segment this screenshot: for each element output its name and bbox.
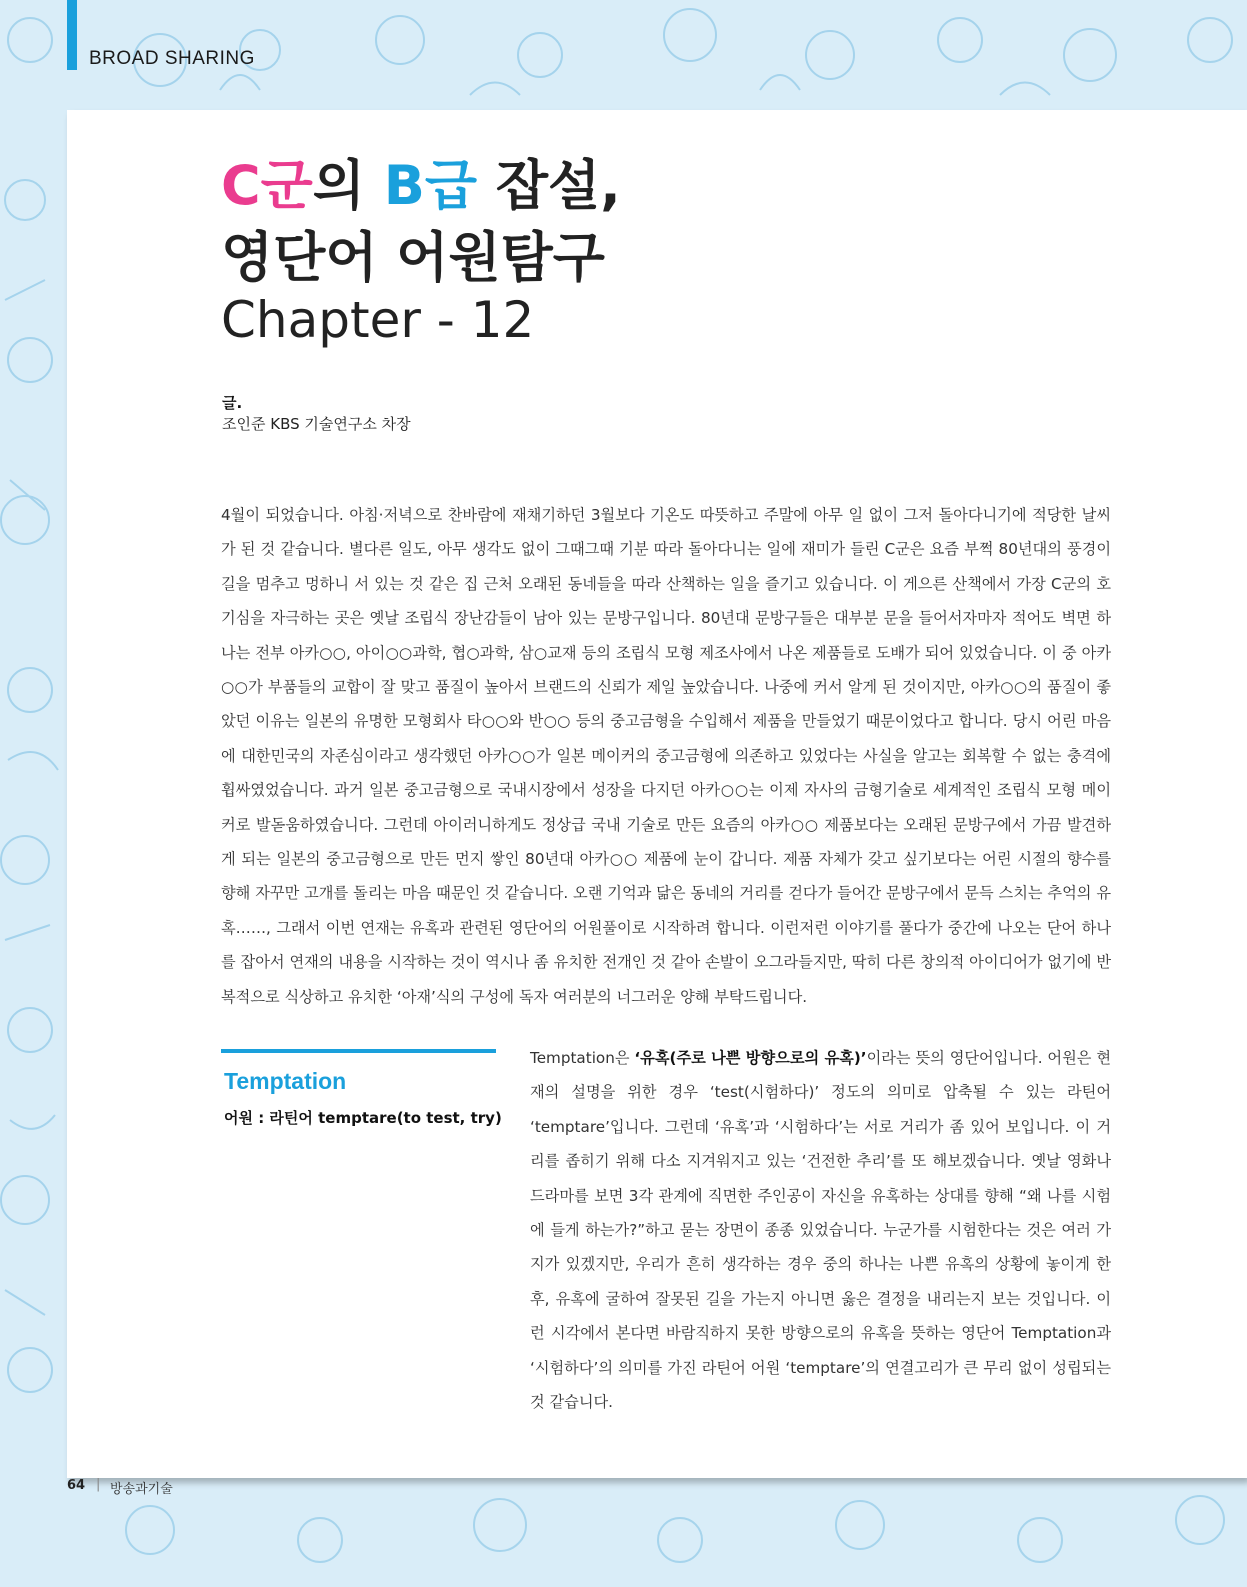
- title-text-mid: 의: [312, 154, 384, 217]
- vocab-word: Temptation: [224, 1068, 347, 1094]
- byline-label: 글.: [222, 394, 243, 412]
- paragraph-lead: Temptation은: [530, 1049, 635, 1067]
- chapter-heading: Chapter - 12: [221, 291, 535, 349]
- paragraph-emphasis: ‘유혹(주로 나쁜 방향으로의 유혹)’: [634, 1049, 867, 1067]
- paragraph-rest: 이라는 뜻의 영단어입니다. 어원은 현재의 설명을 위한 경우 ‘test(시험하다)’ 정도의 의미로 압축될 수 있는 라틴어 ‘temptare’입니다. 그런데 ‘유혹’과 ‘시험하다’는 서로 거리가 좀 있어 보입니다. 이 거리를 좁히기 위해 다소 지겨워지고 있는 ‘건전한 추리’를 또 해보겠습니다. 옛날 영화나 드라마를 보면 3각 관계에 직면한 주인공이 자신을 유혹하는 상대를 향해 “왜 나를 시험에 들게 하는가?”하고 묻는 장면이 종종 있었습니다. 누군가를 시험한다는 것은 여러 가지가 있겠지만, 우리가 흔히 생각하는 경우 중의 하나는 나쁜 유혹의 상황에 놓이게 한 후, 유혹에 굴하여 잘못된 길을 가는지 아니면 옳은 결정을 내리는지 보는 것입니다. 이런 시각에서 본다면 바람직하지 못한 방향으로의 유혹을 뜻하는 영단어 Temptation과 ‘시험하다’의 의미를 가진 라틴어 어원 ‘temptare’의 연결고리가 큰 무리 없이 성립되는 것 같습니다.: [530, 1049, 1112, 1412]
- title-text-end: 잡설,: [477, 154, 621, 217]
- footer-separator: |: [96, 1477, 101, 1492]
- temptation-paragraph: [530, 1041, 1111, 1419]
- page-number: 64: [67, 1478, 86, 1493]
- title-c-highlight: C군: [221, 154, 313, 217]
- intro-paragraph: 4월이 되었습니다. 아침·저녁으로 찬바람에 재채기하던 3월보다 기온도 따뜻하고 주말에 아무 일 없이 그저 돌아다니기에 적당한 날씨가 된 것 같습니다. 별다른 일도, 아무 생각도 없이 그때그때 기분 따라 돌아다니는 일에 재미가 들린 C군은 요즘 부쩍 80년대의 풍경이 길을 멈추고 멍하니 서 있는 것 같은 집 근처 오래된 동네들을 따라 산책하는 일을 즐기고 있습니다. 이 게으른 산책에서 가장 C군의 호기심을 자극하는 곳은 옛날 조립식 장난감들이 남아 있는 문방구입니다. 80년대 문방구들은 대부분 문을 들어서자마자 적어도 벽면 하나는 전부 아카○○, 아이○○과학, 협○과학, 삼○교재 등의 조립식 모형 제조사에서 나온 제품들로 도배가 되어 있었습니다. 이 중 아카○○가 부품들의 교합이 잘 맞고 품질이 높아서 브랜드의 신뢰가 제일 높았습니다. 나중에 커서 알게 된 것이지만, 아카○○의 품질이 좋았던 이유는 일본의 유명한 모형회사 타○○와 반○○ 등의 중고금형을 수입해서 제품을 만들었기 때문이었다고 합니다. 당시 어린 마음에 대한민국의 자존심이라고 생각했던 아카○○가 일본 메이커의 중고금형에 의존하고 있었다는 사실을 알고는 회복할 수 없는 충격에 휩싸였었습니다. 과거 일본 중고금형으로 국내시장에서 성장을 다지던 아카○○는 이제 자사의 금형기술로 세계적인 조립식 모형 메이커로 발돋움하였습니다. 그런데 아이러니하게도 정상급 국내 기술로 만든 요즘의 아카○○ 제품보다는 오래된 문방구에서 가끔 발견하게 되는 일본의 중고금형으로 만든 먼지 쌓인 80년대 아카○○ 제품에 눈이 갑니다. 제품 자체가 갖고 싶기보다는 어린 시절의 향수를 향해 자꾸만 고개를 돌리는 마음 때문인 것 같습니다. 오랜 기억과 닮은 동네의 거리를 걷다가 들어간 문방구에서 문득 스치는 추억의 유혹……, 그래서 이번 연재는 유혹과 관련된 영단어의 어원풀이로 시작하려 합니다. 이런저런 이야기를 풀다가 중간에 나오는 단어 하나를 잡아서 연재의 내용을 시작하는 것이 역시나 좀 유치한 전개인 것 같아 손발이 오그라들지만, 딱히 다른 창의적 아이디어가 없기에 반복적으로 식상하고 유치한 ‘아재’식의 구성에 독자 여러분의 너그러운 양해 부탁드립니다.: [221, 506, 1111, 1006]
- author-byline: 조인준 KBS 기술연구소 차장: [222, 415, 411, 433]
- section-label: BROAD SHARING: [89, 48, 255, 69]
- title-b-highlight: B급: [383, 154, 478, 217]
- magazine-name: 방송과기술: [110, 1482, 173, 1497]
- vocab-etymology: 어원 : 라틴어 temptare(to test, try): [224, 1109, 502, 1127]
- section-accent-bar: [67, 0, 77, 70]
- article-title: [221, 150, 621, 294]
- title-line-2: 영단어 어원탐구: [221, 226, 605, 289]
- sidebar-rule: [221, 1049, 496, 1053]
